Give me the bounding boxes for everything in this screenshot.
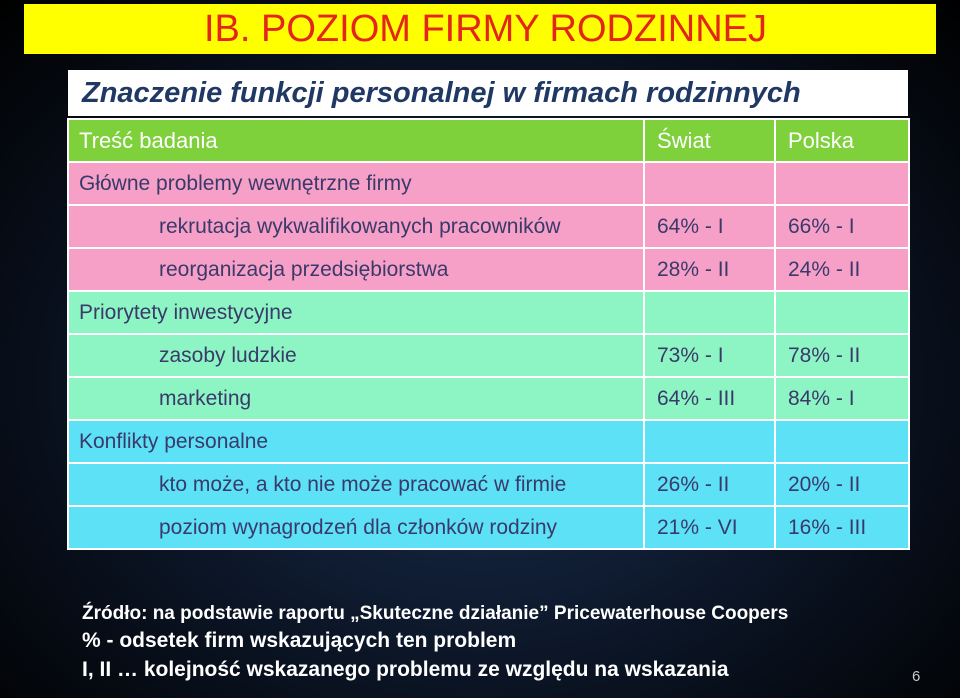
source-note: Źródło: na podstawie raportu „Skuteczne działanie” Pricewaterhouse Coopers: [82, 603, 789, 624]
row-label: reorganizacja przedsiębiorstwa: [68, 248, 644, 291]
cell-polska: [775, 291, 909, 334]
cell-swiat: [644, 291, 775, 334]
header-polska: Polska: [775, 119, 909, 162]
table-row-category: [68, 291, 909, 334]
table-header-row: [68, 119, 909, 162]
cell-swiat: 64% - I: [644, 205, 775, 248]
cell-swiat: 73% - I: [644, 334, 775, 377]
row-label: poziom wynagrodzeń dla członków rodziny: [68, 506, 644, 549]
footer-notes: [82, 602, 788, 684]
table-row: [68, 334, 909, 377]
row-label: rekrutacja wykwalifikowanych pracowników: [68, 205, 644, 248]
cell-polska: [775, 420, 909, 463]
table-row: [68, 463, 909, 506]
cell-swiat: 64% - III: [644, 377, 775, 420]
table-row: [68, 248, 909, 291]
cell-polska: 66% - I: [775, 205, 909, 248]
table-row: [68, 377, 909, 420]
cell-polska: 84% - I: [775, 377, 909, 420]
table-row: [68, 506, 909, 549]
row-label: zasoby ludzkie: [68, 334, 644, 377]
slide-subtitle: Znaczenie funkcji personalnej w firmach rodzinnych: [82, 77, 801, 109]
row-label: marketing: [68, 377, 644, 420]
cell-swiat: [644, 420, 775, 463]
table-row-category: [68, 162, 909, 205]
row-label: Konflikty personalne: [68, 420, 644, 463]
cell-polska: 20% - II: [775, 463, 909, 506]
row-label: Priorytety inwestycyjne: [68, 291, 644, 334]
cell-polska: [775, 162, 909, 205]
cell-swiat: 28% - II: [644, 248, 775, 291]
subtitle-box: [68, 70, 908, 116]
results-table: [67, 118, 910, 550]
row-label: kto może, a kto nie może pracować w firmie: [68, 463, 644, 506]
header-swiat: Świat: [644, 119, 775, 162]
header-tresc-badania: Treść badania: [68, 119, 644, 162]
cell-polska: 16% - III: [775, 506, 909, 549]
cell-swiat: [644, 162, 775, 205]
ranking-note: I, II … kolejność wskazanego problemu ze względu na wskazania: [82, 658, 729, 681]
page-number: 6: [912, 668, 921, 685]
cell-polska: 78% - II: [775, 334, 909, 377]
title-bar: [24, 4, 936, 54]
cell-swiat: 26% - II: [644, 463, 775, 506]
slide-title: IB. POZIOM FIRMY RODZINNEJ: [204, 8, 767, 50]
table-row: [68, 205, 909, 248]
row-label: Główne problemy wewnętrzne firmy: [68, 162, 644, 205]
cell-polska: 24% - II: [775, 248, 909, 291]
cell-swiat: 21% - VI: [644, 506, 775, 549]
percent-note: % - odsetek firm wskazujących ten problem: [82, 629, 517, 652]
table-row-category: [68, 420, 909, 463]
